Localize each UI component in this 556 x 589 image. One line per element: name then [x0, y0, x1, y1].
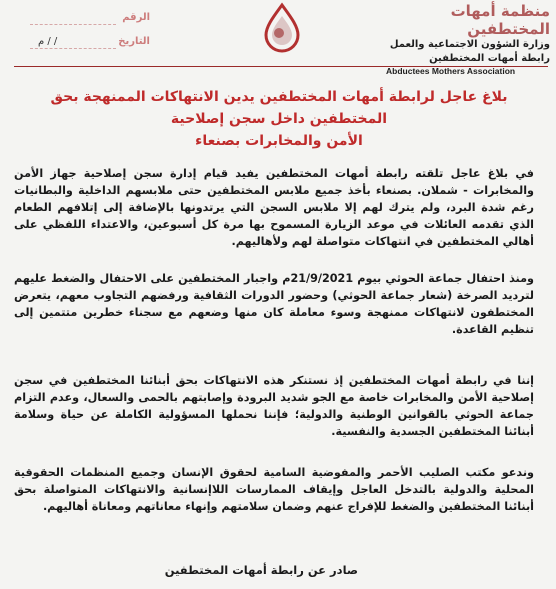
association-logo-icon: [262, 2, 302, 54]
org-title: منظمة أمهات المختطفين: [450, 2, 550, 38]
body-paragraph-3: إننا في رابطة أمهات المختطفين إذ نستنكر هذه الانتهاكات بحق أبنائنا المختطفين في سجن إصلاحية الأمن والمخابرات خاصة مع الجو شديد البرودة وإصابتهم بالحمى والسعال، وعدم التزام جماعة الحوثي بالقوانين الوطنية والدولية؛ فإننا نحملها المسؤولية الكاملة عن حياة وسلامة أبنائنا المختطفين الجسدية والنفسية.: [14, 374, 534, 438]
ref-number-field: [30, 12, 150, 26]
date-value: / / م: [38, 36, 58, 47]
ref-number-line: [30, 24, 116, 25]
issuer-signature: صادر عن رابطة أمهات المختطفين: [164, 563, 358, 577]
ministry-name: وزارة الشؤون الاجتماعية والعمل: [389, 39, 550, 50]
body-paragraph-4: وندعو مكتب الصليب الأحمر والمفوضية السامية لحقوق الإنسان وجميع المنظمات الحقوقية المحلية والدولية بالتدخل العاجل وإيقاف الممارسات اللاإنسانية والانتهاكات المتواصلة بحق أبنائنا المختطفين والضغط للإفراج عنهم وضمان سلامتهم وإنهاء معاناتهم ومعاناة أهاليهم.: [14, 466, 534, 513]
association-name-en: Abductees Mothers Association: [386, 66, 516, 76]
date-label: التاريخ: [118, 36, 150, 47]
body-paragraph-1: في بلاغ عاجل تلقته رابطة أمهات المختطفين يفيد قيام إدارة سجن إصلاحية جهاز الأمن والمخابرات - شملان. بصنعاء بأخذ جميع ملابس المختطفين حتى ملابسهم الداخلية والبطانيات رغم شدة البرد، ولم يترك لهم إلا ملابس السجن التي يرتدونها بالإضافة إلى إتلافهم الطعام الذي تقدمه العائلات في موعد الزيارة المسموح بها مرة كل أسبوعين، والاعتداء اللفظي على أهالي المختطفين في انتهاكات متواصلة لهم ولأهاليهم.: [14, 167, 534, 248]
date-line: [30, 48, 116, 49]
date-field: [30, 36, 150, 50]
association-name-ar: رابطة أمهات المختطفين: [429, 53, 550, 64]
statement-subject: [30, 86, 528, 152]
subject-line-1: بلاغ عاجل لرابطة أمهات المختطفين يدين الانتهاكات الممنهجة بحق المختطفين داخل سجن إصلاحية: [50, 89, 508, 127]
ref-number-label: الرقم: [122, 12, 150, 23]
subject-line-2: الأمن والمخابرات بصنعاء: [195, 133, 363, 149]
header-divider: [14, 66, 548, 67]
body-paragraph-2: ومنذ احتفال جماعة الحوثي بيوم 21/9/2021م واجبار المختطفين على الاحتفال والضغط عليهم لترديد الصرخة (شعار جماعة الحوثي) وحضور الدورات الثقافية ورفضهم التجاوب معهم، يتعرض المختطفون لانتهاكات ممنهجة وسوء معاملة كان منها وضعهم مع سجناء خطرين متتمين إلى تنظيم القاعدة.: [14, 272, 534, 336]
